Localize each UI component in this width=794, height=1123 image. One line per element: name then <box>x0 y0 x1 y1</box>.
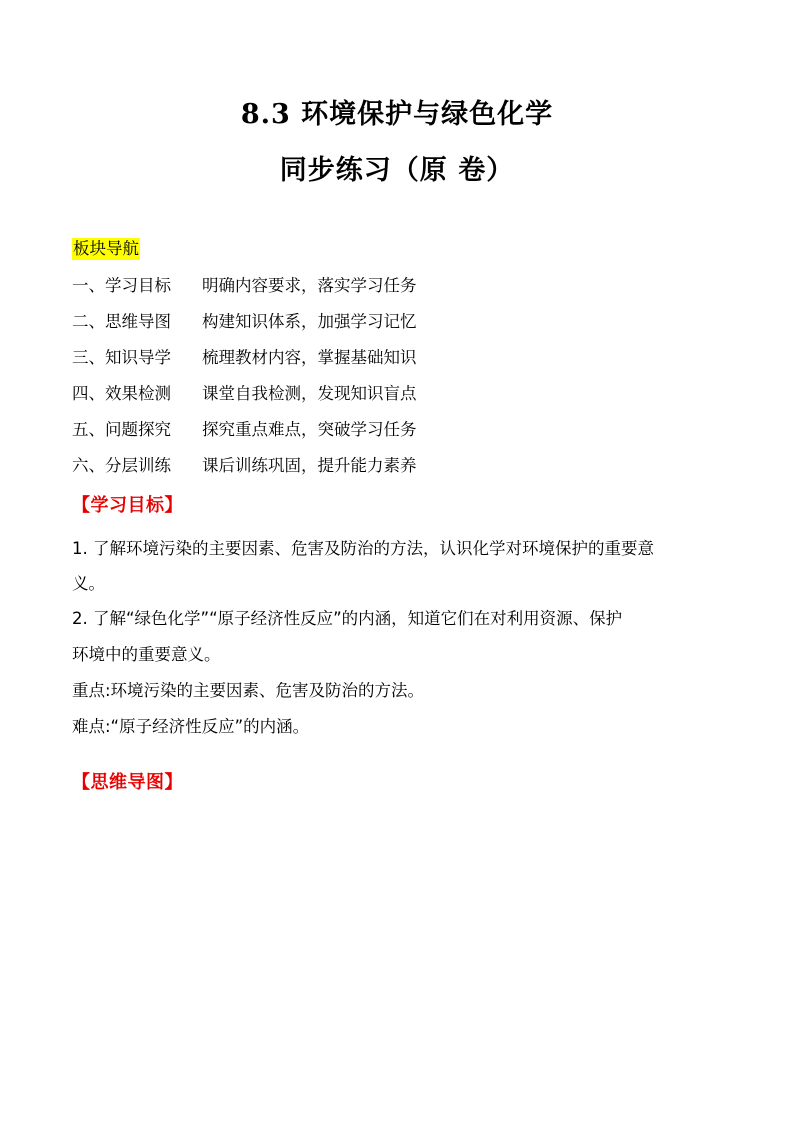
goal-item-1-line-1: 1. 了解环境污染的主要因素、危害及防治的方法，认识化学对环境保护的重要意 <box>72 539 654 558</box>
mind-map-heading: 【思维导图】 <box>72 772 183 793</box>
navigation-heading: 板块导航 <box>73 239 139 258</box>
document-subtitle: 同步练习（原 卷） <box>279 155 515 186</box>
goal-item-1-line-2: 义。 <box>72 574 105 593</box>
learning-goals-heading: 【学习目标】 <box>72 495 183 516</box>
nav-item-desc: 探究重点难点，突破学习任务 <box>202 420 417 439</box>
nav-item-desc: 明确内容要求，落实学习任务 <box>202 276 417 295</box>
nav-item-name: 二、思维导图 <box>72 312 171 331</box>
nav-item-name: 三、知识导学 <box>72 348 171 367</box>
nav-item-inquiry <box>72 418 417 454</box>
goal-item-2-line-1: 2. 了解“绿色化学”“原子经济性反应”的内涵，知道它们在对利用资源、保护 <box>72 609 623 628</box>
nav-item-desc: 梳理教材内容，掌握基础知识 <box>202 348 417 367</box>
nav-item-test <box>72 382 417 418</box>
nav-item-desc: 课后训练巩固，提升能力素养 <box>202 456 417 475</box>
nav-item-guide <box>72 346 417 382</box>
document-title: 8.3 环境保护与绿色化学 <box>240 99 554 130</box>
nav-item-name: 四、效果检测 <box>72 384 171 403</box>
nav-item-desc: 构建知识体系，加强学习记忆 <box>202 312 417 331</box>
difficult-point-text: 难点:“原子经济性反应”的内涵。 <box>72 717 310 736</box>
navigation-list <box>72 274 417 490</box>
key-point-text: 重点:环境污染的主要因素、危害及防治的方法。 <box>72 681 425 700</box>
nav-item-goals <box>72 274 417 310</box>
nav-item-name: 一、学习目标 <box>72 276 171 295</box>
nav-item-name: 五、问题探究 <box>72 420 171 439</box>
nav-item-mindmap <box>72 310 417 346</box>
nav-item-desc: 课堂自我检测，发现知识盲点 <box>202 384 417 403</box>
nav-item-training <box>72 454 417 490</box>
nav-item-name: 六、分层训练 <box>72 456 171 475</box>
goal-item-2-line-2: 环境中的重要意义。 <box>72 645 221 664</box>
